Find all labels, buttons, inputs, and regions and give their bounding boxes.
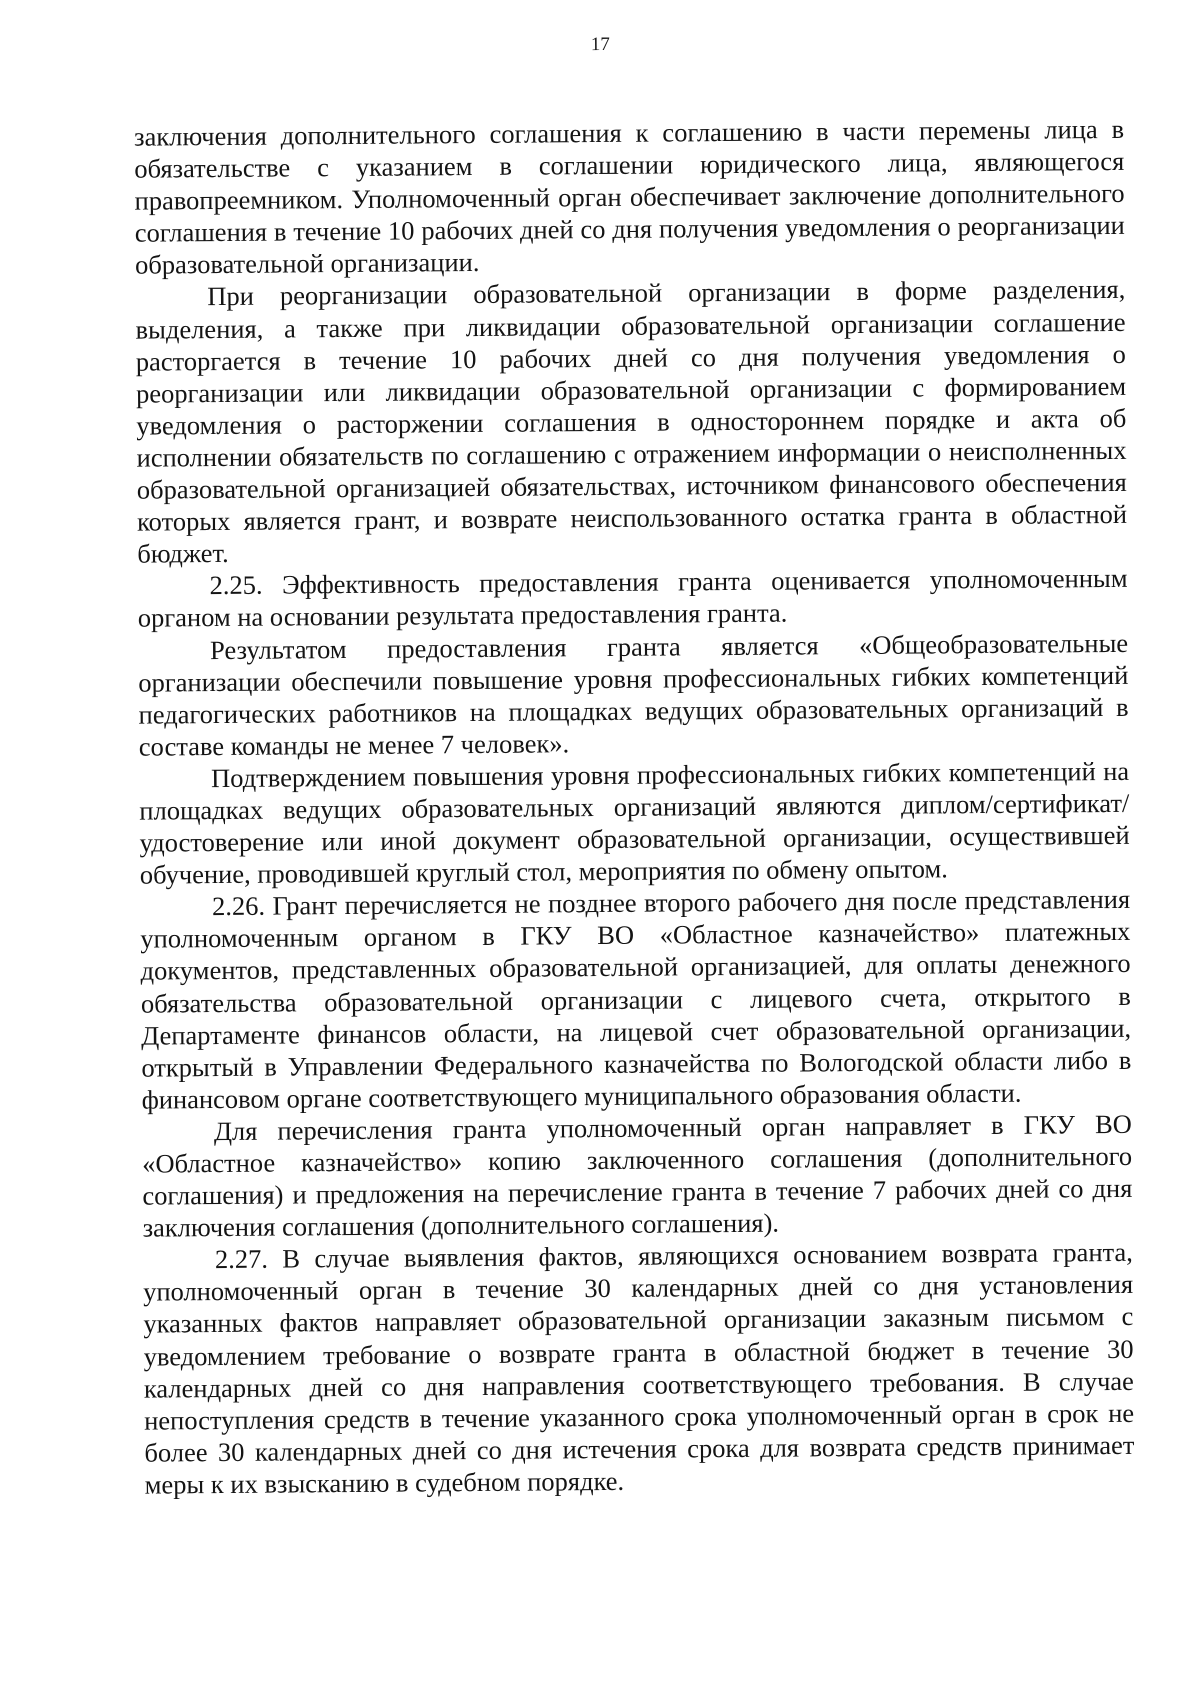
paragraph-2-27: 2.27. В случае выявления фактов, являющихся основанием возврата гранта, уполномоченный орган в течение 30 календарных дней со дня установления указанных фактов направляет образовательной организации заказным письмом с уведомлением требование о возврате гранта в областной бюджет в течение 30 календарных дней со дня направления соответствующего требования. В случае непоступления средств в течение указанного срока уполномоченный орган в срок не более 30 календарных дней со дня истечения срока для возврата средств принимает меры к их взысканию в судебном порядке. [143, 1237, 1135, 1500]
paragraph-result: Результатом предоставления гранта является «Общеобразовательные организации обеспечили повышение уровня профессиональных гибких компетенций педагогических работников на площадках ведущих образовательных организаций в составе команды не менее 7 человек». [138, 627, 1129, 762]
paragraph-transfer: Для перечисления гранта уполномоченный орган направляет в ГКУ ВО «Областное казначейство» копию заключенного соглашения (дополнительного соглашения) и предложения на перечисление гранта в течение 7 рабочих дней со дня заключения соглашения (дополнительного соглашения). [142, 1108, 1133, 1243]
page-number: 17 [590, 33, 610, 56]
paragraph-confirmation: Подтверждением повышения уровня профессиональных гибких компетенций на площадках ведущих образовательных организаций являются диплом/сертификат/удостоверение или иной документ образовательной организации, осуществившей обучение, проводившей круглый стол, мероприятия по обмену опытом. [139, 755, 1130, 890]
paragraph-continuation: заключения дополнительного соглашения к соглашению в части перемены лица в обязательстве с указанием в соглашении юридического лица, являющегося правопреемником. Уполномоченный орган обеспечивает заключение дополнительного соглашения в течение 10 рабочих дней со дня получения уведомления о реорганизации образовательной организации. [133, 113, 1125, 281]
paragraph-reorganization: При реорганизации образовательной организации в форме разделения, выделения, а также при ликвидации образовательной организации соглашение расторгается в течение 10 рабочих дней со дня получения уведомления о реорганизации или ликвидации образовательной организации с формированием уведомления о расторжении соглашения в одностороннем порядке и акта об исполнении обязательств по соглашению с отражением информации о неисполненных образовательной организацией обязательствах, источником финансового обеспечения которых является грант, и возврате неиспользованного остатка гранта в областной бюджет. [135, 274, 1128, 569]
paragraph-2-25: 2.25. Эффективность предоставления гранта оценивается уполномоченным органом на основании результата предоставления гранта. [137, 563, 1128, 634]
document-body [134, 113, 1135, 1501]
paragraph-2-26: 2.26. Грант перечисляется не позднее второго рабочего дня после представления уполномоченным органом в ГКУ ВО «Областное казначейство» платежных документов, представленных образовательной организацией, для оплаты денежного обязательства образовательной организации с лицевого счета, открытого в Департаменте финансов области, на лицевой счет образовательной организации, открытый в Управлении Федерального казначейства по Вологодской области либо в финансовом органе соответствующего муниципального образования области. [140, 884, 1132, 1115]
